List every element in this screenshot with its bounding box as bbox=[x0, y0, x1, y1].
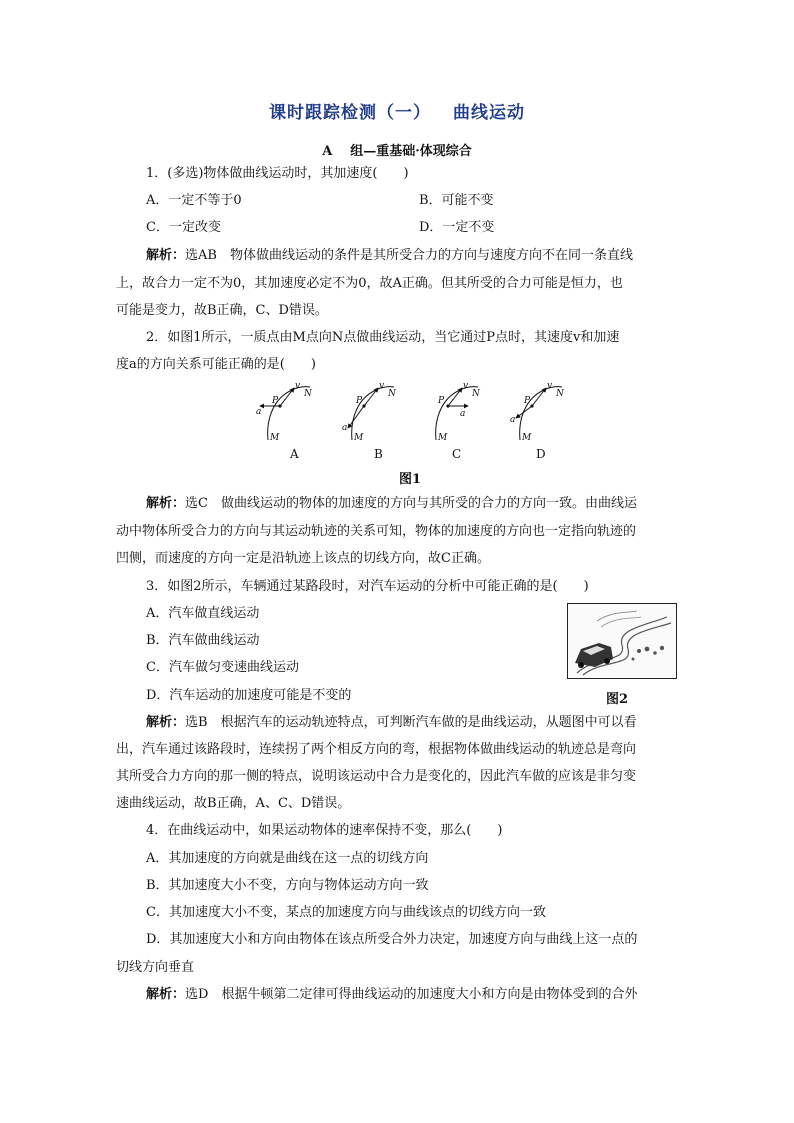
section-heading bbox=[0, 140, 794, 159]
analysis-label: 解析： bbox=[146, 715, 186, 730]
q3-stem: 3．如图2所示，车辆通过某路段时，对汽车运动的分析中可能正确的是( ) bbox=[146, 579, 589, 594]
figure-1-label-d: D bbox=[536, 447, 546, 461]
q3-option-c: C．汽车做匀变速曲线运动 bbox=[146, 660, 299, 675]
q1-option-a: A．一定不等于0 bbox=[146, 193, 242, 208]
q2-analysis-line: 凹侧，而速度的方向一定是沿轨迹上该点的切线方向，故C正确。 bbox=[116, 551, 490, 566]
figure-1-label-a: A bbox=[290, 447, 299, 461]
svg-text:P: P bbox=[524, 396, 531, 406]
analysis-text: 选B 根据汽车的运动轨迹特点，可判断汽车做的是曲线运动，从题图中可以看 bbox=[185, 715, 637, 730]
title-sub: 曲线运动 bbox=[453, 103, 525, 123]
q2-stem-cont: 度a的方向关系可能正确的是( ) bbox=[116, 357, 316, 372]
q4-option-a: A．其加速度的方向就是曲线在这一点的切线方向 bbox=[146, 851, 429, 866]
q1-analysis-line: 上，故合力一定不为0，其加速度必定不为0，故A正确。但其所受的合力可能是恒力，也 bbox=[116, 276, 623, 291]
q1-stem: 1．(多选)物体做曲线运动时，其加速度( ) bbox=[146, 166, 409, 181]
svg-text:a: a bbox=[510, 415, 516, 425]
q3-analysis-line: 速曲线运动，故B正确，A、C、D错误。 bbox=[116, 796, 351, 811]
svg-text:a: a bbox=[460, 409, 466, 419]
q1-option-d: D．一定不变 bbox=[419, 220, 495, 235]
q3-option-a: A．汽车做直线运动 bbox=[146, 606, 260, 621]
q2-analysis bbox=[146, 496, 637, 512]
q1-option-c: C．一定改变 bbox=[146, 220, 221, 235]
svg-text:M: M bbox=[270, 433, 280, 443]
svg-text:N: N bbox=[304, 389, 312, 399]
svg-text:a: a bbox=[256, 407, 262, 417]
q2-stem: 2．如图1所示，一质点由M点向N点做曲线运动，当它通过P点时，其速度v和加速 bbox=[146, 330, 620, 345]
svg-text:P: P bbox=[356, 396, 363, 406]
svg-text:M: M bbox=[522, 433, 532, 443]
svg-text:N: N bbox=[388, 389, 396, 399]
q3-analysis-line: 出，汽车通过该路段时，连续拐了两个相反方向的弯，根据物体做曲线运动的轨迹总是弯向 bbox=[116, 742, 637, 757]
q4-option-b: B．其加速度大小不变，方向与物体运动方向一致 bbox=[146, 878, 429, 893]
q4-option-c: C．其加速度大小不变，某点的加速度方向与曲线该点的切线方向一致 bbox=[146, 905, 546, 920]
q4-stem: 4．在曲线运动中，如果运动物体的速率保持不变，那么( ) bbox=[146, 823, 503, 838]
figure-2-caption: 图2 bbox=[606, 692, 629, 707]
title-main: 课时跟踪检测（一） bbox=[269, 103, 431, 123]
analysis-text: 选C 做曲线运动的物体的加速度的方向与其所受的合力的方向一致。由曲线运 bbox=[185, 496, 637, 511]
q3-analysis bbox=[146, 715, 637, 731]
q1-analysis bbox=[146, 248, 633, 264]
q4-option-d-cont: 切线方向垂直 bbox=[116, 960, 195, 975]
figure-1-label-c: C bbox=[452, 447, 462, 461]
figure-1-caption: 图1 bbox=[399, 472, 422, 487]
svg-text:v: v bbox=[295, 381, 301, 391]
page-title bbox=[0, 98, 794, 123]
q3-option-d: D．汽车运动的加速度可能是不变的 bbox=[146, 688, 352, 703]
analysis-label: 解析： bbox=[146, 987, 186, 1002]
svg-text:P: P bbox=[438, 396, 445, 406]
figure-1-diagrams bbox=[240, 378, 580, 444]
figure-2-car-illustration bbox=[567, 603, 677, 679]
analysis-label: 解析： bbox=[146, 496, 186, 511]
svg-text:v: v bbox=[379, 381, 385, 391]
figure-1-panel-d bbox=[510, 381, 565, 443]
analysis-text: 选AB 物体做曲线运动的条件是其所受合力的方向与速度方向不在同一条直线 bbox=[185, 248, 633, 263]
figure-1-panel-c bbox=[436, 381, 481, 443]
figure-1-panel-a bbox=[256, 381, 313, 443]
svg-text:v: v bbox=[463, 381, 469, 391]
svg-text:M: M bbox=[354, 433, 364, 443]
q3-analysis-line: 其所受合力方向的那一侧的特点，说明该运动中合力是变化的，因此汽车做的应该是非匀变 bbox=[116, 769, 637, 784]
section-letter: A bbox=[322, 144, 333, 159]
svg-text:N: N bbox=[472, 389, 480, 399]
svg-text:P: P bbox=[272, 396, 279, 406]
q3-option-b: B．汽车做曲线运动 bbox=[146, 633, 260, 648]
q1-option-b: B．可能不变 bbox=[419, 193, 494, 208]
q2-analysis-line: 动中物体所受合力的方向与其运动轨迹的关系可知，物体的加速度的方向也一定指向轨迹的 bbox=[116, 524, 637, 539]
figure-1-label-b: B bbox=[374, 447, 383, 461]
q4-analysis bbox=[146, 987, 637, 1003]
svg-text:v: v bbox=[547, 381, 553, 391]
analysis-text: 选D 根据牛顿第二定律可得曲线运动的加速度大小和方向是由物体受到的合外 bbox=[185, 987, 638, 1002]
q4-option-d: D．其加速度大小和方向由物体在该点所受合外力决定，加速度方向与曲线上这一点的 bbox=[146, 932, 638, 947]
svg-text:a: a bbox=[342, 423, 348, 433]
q1-analysis-line: 可能是变力，故B正确，C、D错误。 bbox=[116, 303, 328, 318]
svg-text:M: M bbox=[438, 433, 448, 443]
section-text: 组—重基础·体现综合 bbox=[350, 144, 472, 159]
figure-1-panel-b bbox=[342, 381, 397, 443]
analysis-label: 解析： bbox=[146, 248, 186, 263]
svg-text:N: N bbox=[556, 389, 564, 399]
